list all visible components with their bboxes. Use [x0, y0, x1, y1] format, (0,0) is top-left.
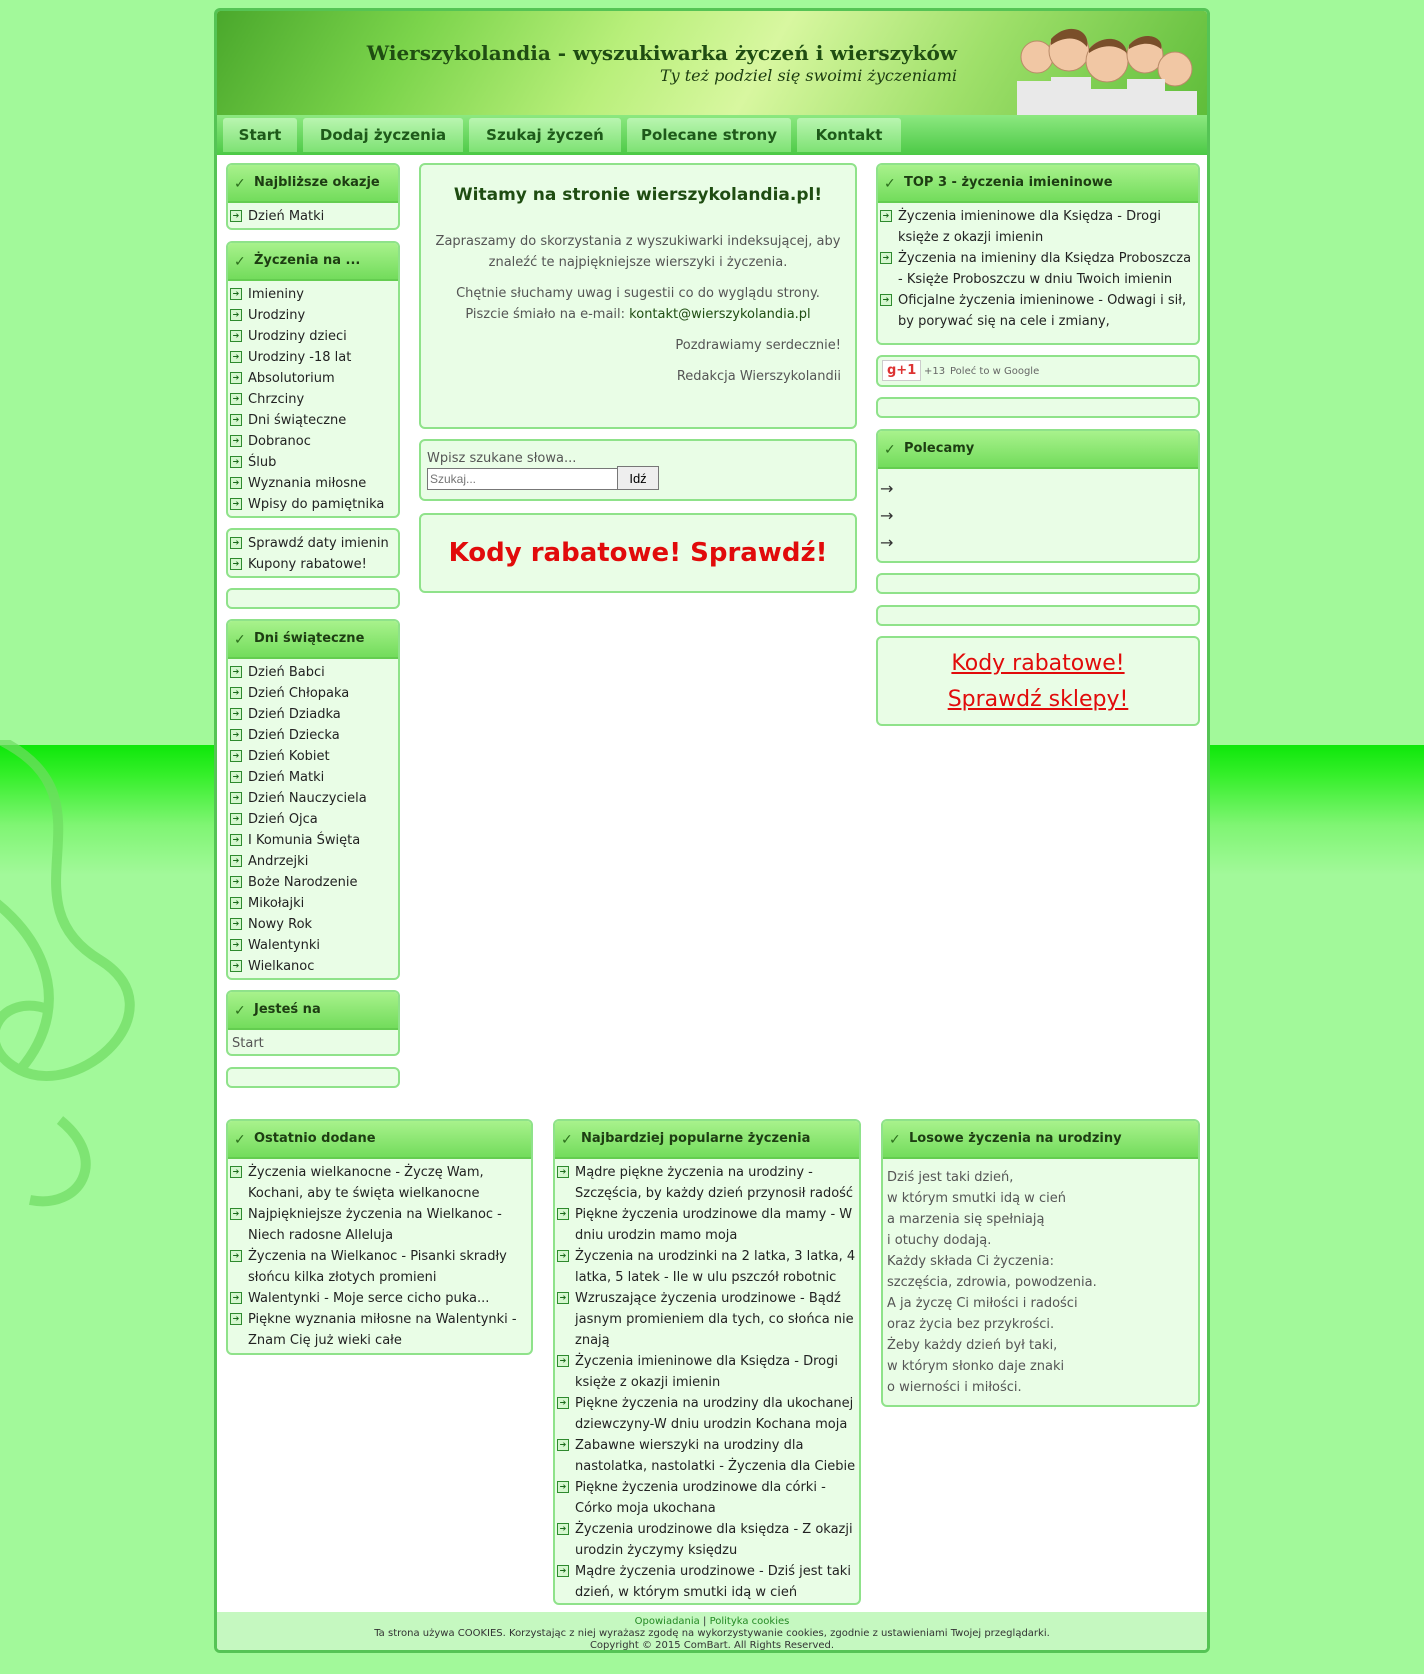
list-item[interactable]: ➔ Kupony rabatowe!: [228, 554, 398, 575]
box-title: TOP 3 - życzenia imieninowe: [904, 175, 1113, 190]
promo-link[interactable]: Kody rabatowe! Sprawdź!: [448, 538, 828, 568]
promo-right-box: [876, 636, 1200, 726]
list-item[interactable]: ➔ Urodziny dzieci: [228, 326, 398, 347]
list-item[interactable]: ➔ I Komunia Święta: [228, 830, 398, 851]
list-item[interactable]: ➔ Dzień Chłopaka: [228, 683, 398, 704]
list-item[interactable]: ➔ Boże Narodzenie: [228, 872, 398, 893]
arrow-bullet-icon: ➔: [230, 558, 242, 570]
arrow-bullet-icon: ➔: [230, 456, 242, 468]
list-item[interactable]: ➔ Dzień Dziecka: [228, 725, 398, 746]
box-extra-links: [226, 528, 400, 578]
list-item[interactable]: ➔ Walentynki - Moje serce cicho puka...: [228, 1288, 531, 1309]
arrow-right-icon[interactable]: →: [880, 506, 894, 525]
nav-polecane-strony[interactable]: Polecane strony: [627, 118, 791, 152]
gplus-text[interactable]: Poleć to w Google: [950, 366, 1040, 377]
nav-start[interactable]: Start: [223, 118, 297, 152]
check-icon: ✓: [234, 254, 246, 270]
list-item[interactable]: ➔ Życzenia na urodzinki na 2 latka, 3 latka, 4 latka, 5 latek - Ile w ulu pszczół robotnic: [555, 1246, 859, 1288]
list-item[interactable]: ➔ Dni świąteczne: [228, 410, 398, 431]
list-item[interactable]: ➔ Dzień Ojca: [228, 809, 398, 830]
list-item[interactable]: ➔ Wzruszające życzenia urodzinowe - Bądź jasnym promieniem dla tych, co słońca nie znają: [555, 1288, 859, 1351]
arrow-bullet-icon: ➔: [880, 210, 892, 222]
list-item[interactable]: ➔ Urodziny -18 lat: [228, 347, 398, 368]
arrow-bullet-icon: ➔: [230, 1313, 242, 1325]
arrow-bullet-icon: ➔: [557, 1439, 569, 1451]
arrow-bullet-icon: ➔: [230, 897, 242, 909]
list-item[interactable]: ➔ Życzenia imieninowe dla Księdza - Drogi księże z okazji imienin: [555, 1351, 859, 1393]
box-title: Jesteś na: [254, 1002, 321, 1017]
list-item[interactable]: ➔ Wielkanoc: [228, 956, 398, 977]
site-title: Wierszykolandia - wyszukiwarka życzeń i wierszyków: [366, 41, 957, 65]
box-title: Ostatnio dodane: [254, 1131, 376, 1146]
list-item[interactable]: ➔ Dzień Kobiet: [228, 746, 398, 767]
welcome-text: Zapraszamy do skorzystania z wyszukiwarki indeksującej, aby znaleźć te najpiękniejsze wierszyki i życzenia.: [435, 234, 841, 270]
arrow-bullet-icon: ➔: [230, 813, 242, 825]
footer-link-opowiadania[interactable]: Opowiadania: [634, 1616, 700, 1627]
box-najbardziej-popularne: [553, 1119, 861, 1605]
nav-kontakt[interactable]: Kontakt: [797, 118, 901, 152]
list-item[interactable]: ➔ Dzień Nauczyciela: [228, 788, 398, 809]
list-item[interactable]: ➔ Piękne życzenia urodzinowe dla mamy - W dniu urodzin mamo moja: [555, 1204, 859, 1246]
arrow-bullet-icon: ➔: [230, 414, 242, 426]
arrow-bullet-icon: ➔: [230, 918, 242, 930]
box-ostatnio-dodane: [226, 1119, 533, 1355]
arrow-bullet-icon: ➔: [557, 1166, 569, 1178]
list-item[interactable]: ➔ Dzień Matki: [228, 206, 398, 227]
arrow-right-icon[interactable]: →: [880, 533, 894, 552]
promo-sklepy-link[interactable]: Sprawdź sklepy!: [947, 687, 1129, 712]
box-title: Najbardziej popularne życzenia: [581, 1131, 811, 1146]
arrow-bullet-icon: ➔: [880, 252, 892, 264]
list-item[interactable]: ➔ Życzenia urodzinowe dla księdza - Z okazji urodzin życzymy księdzu: [555, 1519, 859, 1561]
check-icon: ✓: [234, 632, 246, 648]
arrow-bullet-icon: ➔: [230, 834, 242, 846]
arrow-bullet-icon: ➔: [230, 393, 242, 405]
gplus-count: +13: [924, 366, 946, 377]
nav-dodaj-zyczenia[interactable]: Dodaj życzenia: [303, 118, 463, 152]
arrow-bullet-icon: ➔: [557, 1208, 569, 1220]
arrow-bullet-icon: ➔: [230, 792, 242, 804]
list-item[interactable]: ➔ Wpisy do pamiętnika: [228, 494, 398, 515]
box-title: Życzenia na ...: [254, 253, 361, 268]
arrow-bullet-icon: ➔: [557, 1397, 569, 1409]
empty-box: [876, 605, 1200, 626]
empty-box: [876, 573, 1200, 594]
arrow-bullet-icon: ➔: [230, 939, 242, 951]
list-item[interactable]: ➔ Oficjalne życzenia imieninowe - Odwagi i sił, by porywać się na cele i zmiany,: [878, 290, 1198, 332]
list-item[interactable]: ➔ Zabawne wierszyki na urodziny dla nastolatka, nastolatki - Życzenia dla Ciebie: [555, 1435, 859, 1477]
check-icon: ✓: [884, 176, 896, 192]
check-icon: ✓: [561, 1132, 573, 1148]
main-navigation: [217, 115, 1207, 155]
empty-box: [226, 588, 400, 609]
poem-text: Dziś jest taki dzień, w którym smutki idą w cień a marzenia się spełniają i otuchy dodają. Każdy składa Ci życzenia: szczęścia, zdrowia, powodzenia. A ja życzę Ci miłości i radości oraz życia bez przykrości. Żeby każdy dzień był taki, w którym słonko daje znaki o wierności i miłości.: [887, 1170, 1097, 1395]
search-input[interactable]: [427, 468, 619, 490]
footer-link-cookies[interactable]: Polityka cookies: [709, 1616, 790, 1627]
arrow-bullet-icon: ➔: [557, 1565, 569, 1577]
list-item[interactable]: ➔ Życzenia imieninowe dla Księdza - Drogi księże z okazji imienin: [878, 206, 1198, 248]
list-item[interactable]: ➔ Ślub: [228, 452, 398, 473]
box-polecamy: [876, 429, 1200, 563]
promo-kody-link[interactable]: Kody rabatowe!: [951, 651, 1125, 676]
arrow-bullet-icon: ➔: [230, 435, 242, 447]
arrow-bullet-icon: ➔: [557, 1250, 569, 1262]
list-item[interactable]: ➔ Nowy Rok: [228, 914, 398, 935]
list-item[interactable]: ➔ Imieniny: [228, 284, 398, 305]
site-footer: Opowiadania | Polityka cookies Ta strona używa COOKIES. Korzystając z niej wyrażasz zgodę na wykorzystywanie cookies, zgodnie z ustawieniami Twojej przeglądarki. Copyright © 2015 ComBart. All Rights Reserved.: [217, 1612, 1207, 1653]
box-najblizsze-okazje: [226, 163, 400, 230]
arrow-bullet-icon: ➔: [230, 771, 242, 783]
email-link[interactable]: kontakt@wierszykolandia.pl: [629, 307, 811, 322]
search-label: Wpisz szukane słowa...: [427, 451, 577, 466]
site-subtitle: Ty też podziel się swoimi życzeniami: [659, 66, 957, 85]
search-button[interactable]: Idź: [617, 466, 659, 490]
list-item[interactable]: ➔ Dobranoc: [228, 431, 398, 452]
promo-center-box: [419, 513, 857, 593]
arrow-bullet-icon: ➔: [230, 309, 242, 321]
arrow-bullet-icon: ➔: [230, 1166, 242, 1178]
list-item[interactable]: ➔ Dzień Dziadka: [228, 704, 398, 725]
arrow-bullet-icon: ➔: [230, 498, 242, 510]
arrow-bullet-icon: ➔: [230, 351, 242, 363]
list-item[interactable]: ➔ Życzenia na Wielkanoc - Pisanki skradły słońcu kilka złotych promieni: [228, 1246, 531, 1288]
empty-box: [876, 397, 1200, 418]
box-zyczenia-na: [226, 241, 400, 518]
arrow-bullet-icon: ➔: [557, 1355, 569, 1367]
copyright: Copyright © 2015 ComBart. All Rights Reserved.: [589, 1640, 835, 1651]
arrow-bullet-icon: ➔: [230, 537, 242, 549]
page-container: [214, 8, 1210, 1653]
arrow-bullet-icon: ➔: [557, 1523, 569, 1535]
welcome-heading: Witamy na stronie wierszykolandia.pl!: [453, 185, 823, 205]
arrow-bullet-icon: ➔: [230, 477, 242, 489]
google-plus-icon[interactable]: g+1: [882, 360, 921, 381]
search-box: [419, 439, 857, 501]
google-plus-box: [876, 355, 1200, 387]
empty-box: [226, 1067, 400, 1088]
box-title: Losowe życzenia na urodziny: [909, 1131, 1122, 1146]
box-title: Dni świąteczne: [254, 631, 365, 646]
arrow-bullet-icon: ➔: [230, 1292, 242, 1304]
arrow-bullet-icon: ➔: [230, 687, 242, 699]
list-item[interactable]: ➔ Najpiękniejsze życzenia na Wielkanoc - Niech radosne Alleluja: [228, 1204, 531, 1246]
list-item[interactable]: ➔ Piękne życzenia na urodziny dla ukochanej dziewczyny-W dniu urodzin Kochana moja: [555, 1393, 859, 1435]
arrow-bullet-icon: ➔: [230, 1250, 242, 1262]
list-item[interactable]: ➔ Chrzciny: [228, 389, 398, 410]
box-top3: [876, 163, 1200, 345]
list-item[interactable]: ➔ Dzień Matki: [228, 767, 398, 788]
arrow-bullet-icon: ➔: [230, 750, 242, 762]
list-item[interactable]: ➔ Życzenia na imieniny dla Księdza Proboszcza - Księże Proboszczu w dniu Twoich imienin: [878, 248, 1198, 290]
list-item[interactable]: ➔ Piękne wyznania miłosne na Walentynki - Znam Cię już wieki całe: [228, 1309, 531, 1351]
people-photo-icon: [1007, 19, 1197, 115]
arrow-bullet-icon: ➔: [880, 294, 892, 306]
list-item[interactable]: ➔ Wyznania miłosne: [228, 473, 398, 494]
arrow-bullet-icon: ➔: [557, 1481, 569, 1493]
list-item[interactable]: ➔ Sprawdź daty imienin: [228, 533, 398, 554]
nav-szukaj-zyczen[interactable]: Szukaj życzeń: [469, 118, 621, 152]
list-item[interactable]: ➔ Mądre życzenia urodzinowe - Dziś jest taki dzień, w którym smutki idą w cień: [555, 1561, 859, 1603]
arrow-bullet-icon: ➔: [230, 330, 242, 342]
list-item[interactable]: ➔ Absolutorium: [228, 368, 398, 389]
welcome-greeting: Pozdrawiamy serdecznie!: [675, 338, 841, 353]
list-item[interactable]: ➔ Mikołajki: [228, 893, 398, 914]
check-icon: ✓: [234, 176, 246, 192]
arrow-right-icon[interactable]: →: [880, 479, 894, 498]
arrow-bullet-icon: ➔: [230, 708, 242, 720]
arrow-bullet-icon: ➔: [557, 1292, 569, 1304]
list-item[interactable]: ➔ Piękne życzenia urodzinowe dla córki - Córko moja ukochana: [555, 1477, 859, 1519]
list-item[interactable]: ➔ Andrzejki: [228, 851, 398, 872]
check-icon: ✓: [889, 1132, 901, 1148]
list-item[interactable]: ➔ Mądre piękne życzenia na urodziny - Szczęścia, by każdy dzień przynosił radość: [555, 1162, 859, 1204]
list-item[interactable]: ➔ Walentynki: [228, 935, 398, 956]
list-item[interactable]: ➔ Życzenia wielkanocne - Życzę Wam, Kochani, aby te święta wielkanocne: [228, 1162, 531, 1204]
arrow-bullet-icon: ➔: [230, 288, 242, 300]
box-title: Najbliższe okazje: [254, 175, 380, 190]
arrow-bullet-icon: ➔: [230, 666, 242, 678]
box-jestes-na: [226, 990, 400, 1056]
breadcrumb[interactable]: Start: [232, 1036, 264, 1051]
box-title: Polecamy: [904, 441, 975, 456]
arrow-bullet-icon: ➔: [230, 372, 242, 384]
box-dni-swiateczne: [226, 619, 400, 980]
list-item[interactable]: ➔ Dzień Babci: [228, 662, 398, 683]
check-icon: ✓: [234, 1003, 246, 1019]
list-item[interactable]: ➔ Urodziny: [228, 305, 398, 326]
arrow-bullet-icon: ➔: [230, 1208, 242, 1220]
arrow-bullet-icon: ➔: [230, 876, 242, 888]
cookies-notice: Ta strona używa COOKIES. Korzystając z niej wyrażasz zgodę na wykorzystywanie cookies, zgodnie z ustawieniami Twojej przeglądarki.: [374, 1628, 1050, 1639]
arrow-bullet-icon: ➔: [230, 855, 242, 867]
check-icon: ✓: [234, 1132, 246, 1148]
welcome-signature: Redakcja Wierszykolandii: [676, 369, 841, 384]
decorative-swirl: [0, 740, 220, 1220]
welcome-contact: Chętnie słuchamy uwag i sugestii co do wyglądu strony. Piszcie śmiało na e-mail: kontakt@wierszykolandia.pl: [456, 286, 820, 322]
arrow-bullet-icon: ➔: [230, 960, 242, 972]
box-losowe-zyczenia: [881, 1119, 1200, 1407]
arrow-bullet-icon: ➔: [230, 210, 242, 222]
site-header: [217, 11, 1207, 115]
arrow-bullet-icon: ➔: [230, 729, 242, 741]
welcome-box: [419, 163, 857, 429]
check-icon: ✓: [884, 442, 896, 458]
